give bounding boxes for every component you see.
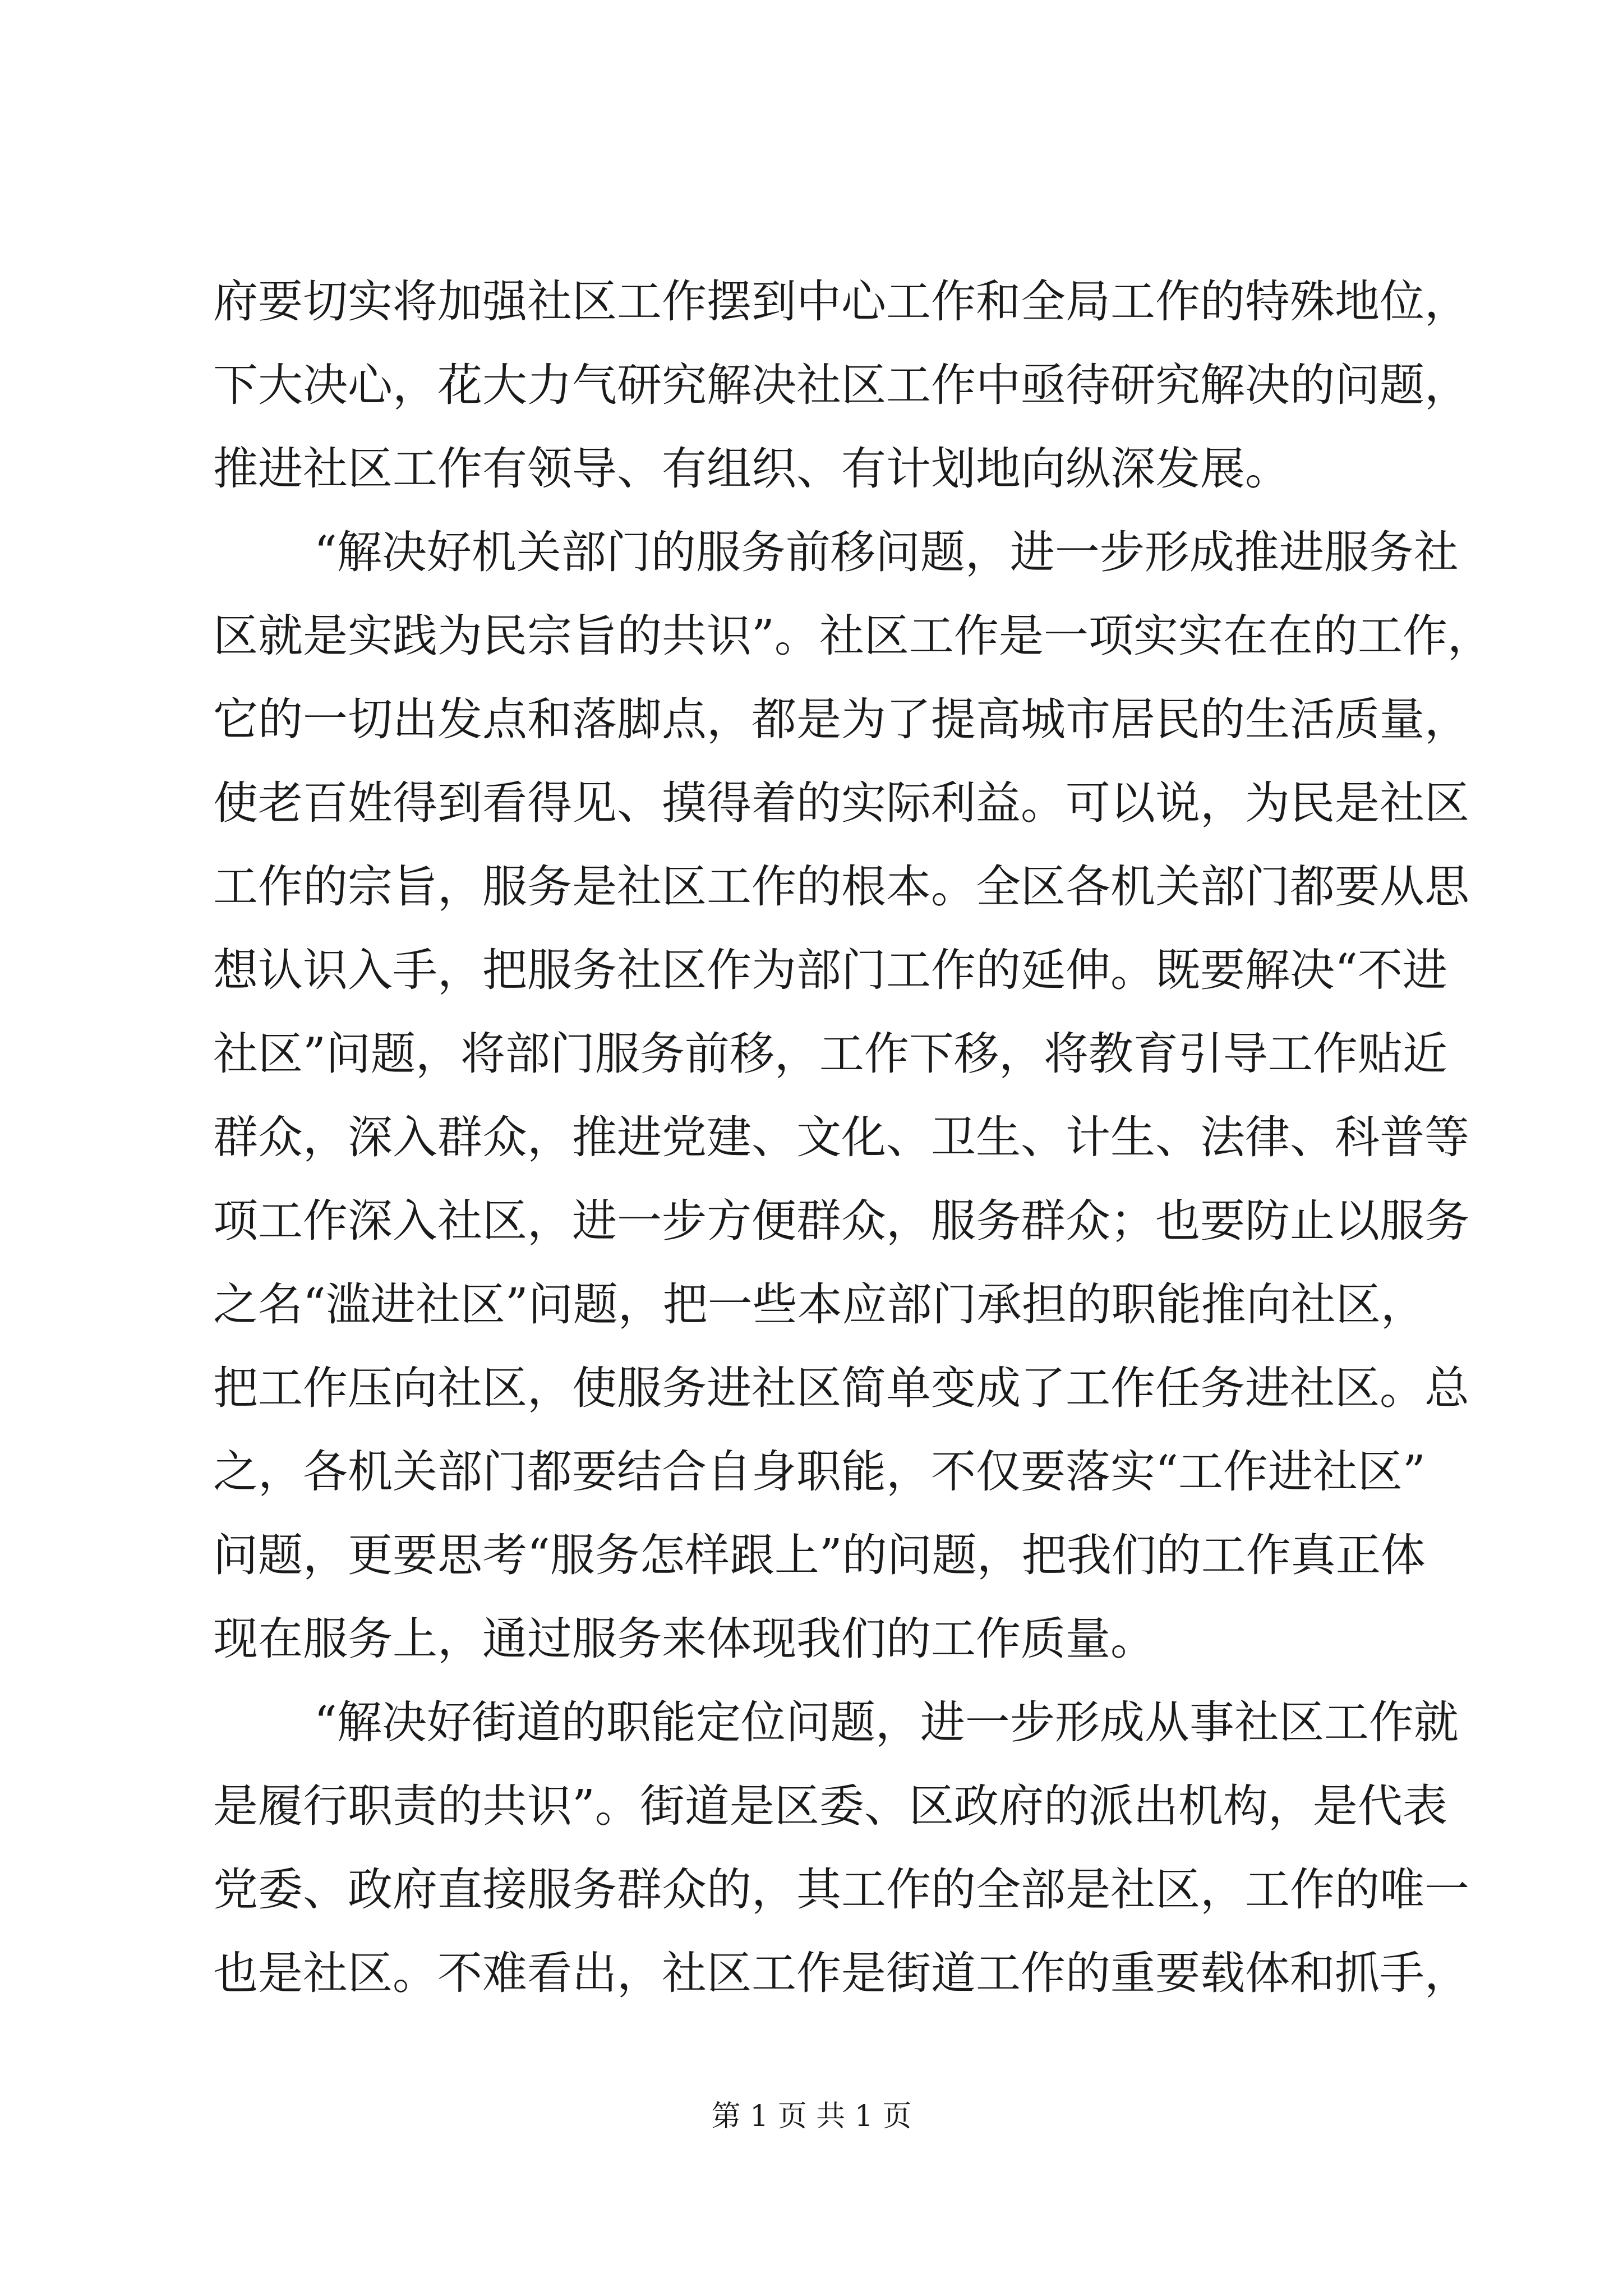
text-line: 区就是实践为民宗旨的共识”。社区工作是一项实实在在的工作， [213, 610, 1492, 662]
text-line: 是履行职责的共识”。街道是区委、区政府的派出机构，是代表 [213, 1780, 1447, 1832]
text-line: 之，各机关部门都要结合自身职能，不仅要落实“工作进社区” [213, 1446, 1426, 1498]
paragraph-start-line: “解决好街道的职能定位问题，进一步形成从事社区工作就 [314, 1696, 1459, 1749]
text-line: 党委、政府直接服务群众的，其工作的全部是社区，工作的唯一 [213, 1864, 1469, 1916]
text-line: 群众，深入群众，推进党建、文化、卫生、计生、法律、科普等 [213, 1111, 1469, 1163]
text-line: 它的一切出发点和落脚点，都是为了提高城市居民的生活质量， [213, 693, 1469, 746]
text-line: 项工作深入社区，进一步方便群众，服务群众；也要防止以服务 [213, 1195, 1469, 1247]
text-line: 问题，更要思考“服务怎样跟上”的问题，把我们的工作真正体 [213, 1529, 1426, 1581]
text-line: 把工作压向社区，使服务进社区简单变成了工作任务进社区。总 [213, 1362, 1469, 1414]
text-line: 推进社区工作有领导、有组织、有计划地向纵深发展。 [213, 443, 1290, 495]
text-line: 府要切实将加强社区工作摆到中心工作和全局工作的特殊地位， [213, 275, 1469, 328]
paragraph-start-line: “解决好机关部门的服务前移问题，进一步形成推进服务社 [314, 526, 1459, 578]
text-line: 现在服务上，通过服务来体现我们的工作质量。 [213, 1613, 1155, 1665]
text-line: 使老百姓得到看得见、摸得着的实际利益。可以说，为民是社区 [213, 777, 1469, 829]
text-line: 工作的宗旨，服务是社区工作的根本。全区各机关部门都要从思 [213, 861, 1469, 913]
text-line: 之名“滥进社区”问题，把一些本应部门承担的职能推向社区， [213, 1278, 1426, 1331]
page-number-footer: 第 1 页 共 1 页 [711, 2100, 912, 2133]
text-line: 想认识入手，把服务社区作为部门工作的延伸。既要解决“不进 [213, 944, 1447, 996]
text-line: 社区”问题，将部门服务前移，工作下移，将教育引导工作贴近 [213, 1028, 1447, 1080]
text-line: 下大决心，花大力气研究解决社区工作中亟待研究解决的问题， [213, 359, 1469, 411]
text-line: 也是社区。不难看出，社区工作是街道工作的重要载体和抓手， [213, 1947, 1469, 1999]
